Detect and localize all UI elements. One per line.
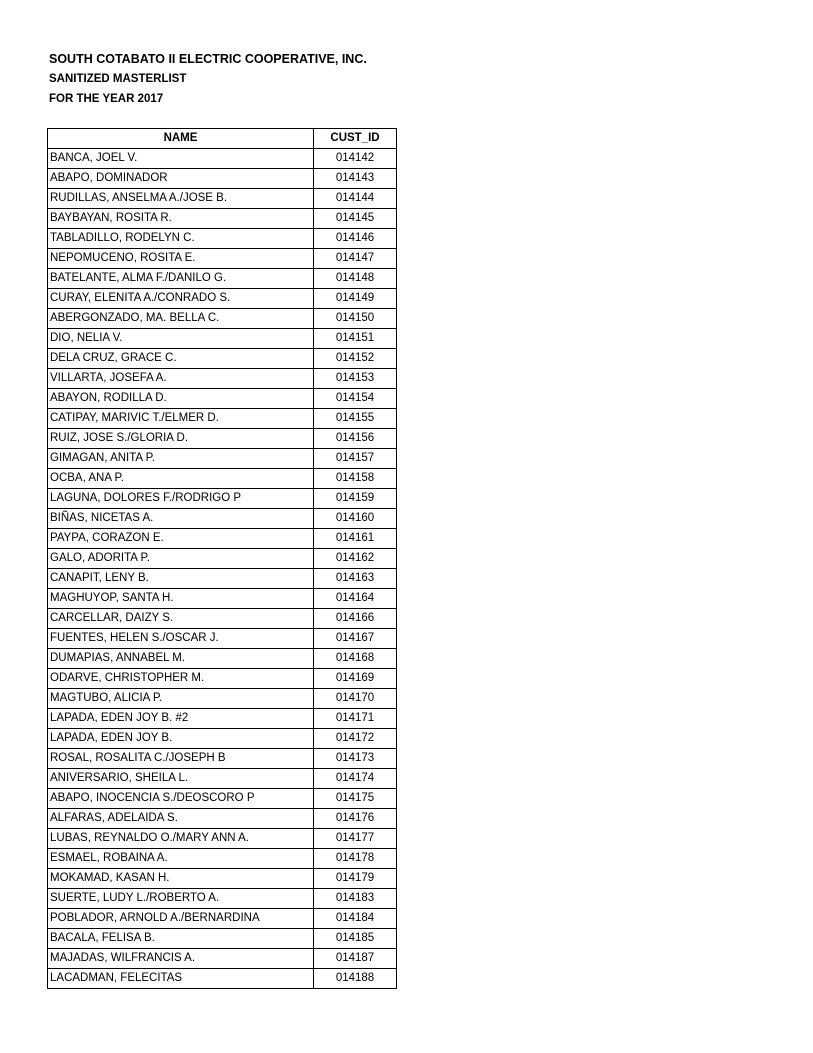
table-row bbox=[48, 509, 397, 529]
customer-id-cell: 014155 bbox=[314, 409, 397, 429]
customer-name-cell: ABAYON, RODILLA D. bbox=[48, 389, 314, 409]
customer-name-cell: DELA CRUZ, GRACE C. bbox=[48, 349, 314, 369]
customer-name-cell: ESMAEL, ROBAINA A. bbox=[48, 849, 314, 869]
customer-name-cell: BANCA, JOEL V. bbox=[48, 149, 314, 169]
table-row bbox=[48, 329, 397, 349]
customer-id-cell: 014149 bbox=[314, 289, 397, 309]
customer-name-cell: LAPADA, EDEN JOY B. #2 bbox=[48, 709, 314, 729]
table-row bbox=[48, 469, 397, 489]
customer-id-cell: 014184 bbox=[314, 909, 397, 929]
table-row bbox=[48, 249, 397, 269]
customer-name-cell: ABERGONZADO, MA. BELLA C. bbox=[48, 309, 314, 329]
table-row bbox=[48, 369, 397, 389]
customer-name-cell: LAGUNA, DOLORES F./RODRIGO P bbox=[48, 489, 314, 509]
customer-name-cell: MAGTUBO, ALICIA P. bbox=[48, 689, 314, 709]
table-row bbox=[48, 629, 397, 649]
customer-name-cell: PAYPA, CORAZON E. bbox=[48, 529, 314, 549]
customer-name-cell: RUDILLAS, ANSELMA A./JOSE B. bbox=[48, 189, 314, 209]
customer-id-cell: 014170 bbox=[314, 689, 397, 709]
customer-id-cell: 014188 bbox=[314, 969, 397, 989]
table-row bbox=[48, 489, 397, 509]
customer-id-cell: 014164 bbox=[314, 589, 397, 609]
customer-name-cell: TABLADILLO, RODELYN C. bbox=[48, 229, 314, 249]
customer-id-cell: 014179 bbox=[314, 869, 397, 889]
customer-id-cell: 014162 bbox=[314, 549, 397, 569]
customer-id-cell: 014172 bbox=[314, 729, 397, 749]
table-row bbox=[48, 409, 397, 429]
table-row bbox=[48, 169, 397, 189]
table-row bbox=[48, 869, 397, 889]
customer-id-cell: 014144 bbox=[314, 189, 397, 209]
table-row bbox=[48, 689, 397, 709]
customer-name-cell: ABAPO, INOCENCIA S./DEOSCORO P bbox=[48, 789, 314, 809]
table-row bbox=[48, 449, 397, 469]
customer-id-cell: 014173 bbox=[314, 749, 397, 769]
customer-id-cell: 014169 bbox=[314, 669, 397, 689]
customer-id-cell: 014183 bbox=[314, 889, 397, 909]
customer-name-cell: GIMAGAN, ANITA P. bbox=[48, 449, 314, 469]
customer-id-cell: 014157 bbox=[314, 449, 397, 469]
customer-id-cell: 014150 bbox=[314, 309, 397, 329]
table-row bbox=[48, 569, 397, 589]
table-row bbox=[48, 549, 397, 569]
customer-name-cell: NEPOMUCENO, ROSITA E. bbox=[48, 249, 314, 269]
table-row bbox=[48, 149, 397, 169]
table-row bbox=[48, 929, 397, 949]
customer-id-cell: 014153 bbox=[314, 369, 397, 389]
table-row bbox=[48, 669, 397, 689]
customer-name-cell: BIÑAS, NICETAS A. bbox=[48, 509, 314, 529]
table-row bbox=[48, 809, 397, 829]
table-row bbox=[48, 749, 397, 769]
customer-id-cell: 014145 bbox=[314, 209, 397, 229]
masterlist-table bbox=[47, 128, 397, 989]
table-row bbox=[48, 349, 397, 369]
customer-name-cell: LUBAS, REYNALDO O./MARY ANN A. bbox=[48, 829, 314, 849]
table-row bbox=[48, 789, 397, 809]
customer-name-cell: BACALA, FELISA B. bbox=[48, 929, 314, 949]
customer-id-cell: 014143 bbox=[314, 169, 397, 189]
customer-name-cell: DIO, NELIA V. bbox=[48, 329, 314, 349]
customer-name-cell: BATELANTE, ALMA F./DANILO G. bbox=[48, 269, 314, 289]
document-year: FOR THE YEAR 2017 bbox=[49, 93, 164, 105]
customer-id-cell: 014146 bbox=[314, 229, 397, 249]
customer-id-cell: 014178 bbox=[314, 849, 397, 869]
customer-name-cell: MAJADAS, WILFRANCIS A. bbox=[48, 949, 314, 969]
customer-name-cell: FUENTES, HELEN S./OSCAR J. bbox=[48, 629, 314, 649]
organization-title: SOUTH COTABATO II ELECTRIC COOPERATIVE, INC. bbox=[49, 52, 367, 66]
customer-name-cell: POBLADOR, ARNOLD A./BERNARDINA bbox=[48, 909, 314, 929]
table-row bbox=[48, 709, 397, 729]
customer-id-cell: 014161 bbox=[314, 529, 397, 549]
table-row bbox=[48, 909, 397, 929]
table-row bbox=[48, 769, 397, 789]
customer-name-cell: CURAY, ELENITA A./CONRADO S. bbox=[48, 289, 314, 309]
table-row bbox=[48, 389, 397, 409]
customer-name-cell: MOKAMAD, KASAN H. bbox=[48, 869, 314, 889]
column-header-cust-id: CUST_ID bbox=[314, 129, 397, 149]
customer-name-cell: DUMAPIAS, ANNABEL M. bbox=[48, 649, 314, 669]
customer-id-cell: 014156 bbox=[314, 429, 397, 449]
table-row bbox=[48, 729, 397, 749]
customer-id-cell: 014166 bbox=[314, 609, 397, 629]
customer-id-cell: 014151 bbox=[314, 329, 397, 349]
table-row bbox=[48, 969, 397, 989]
customer-id-cell: 014175 bbox=[314, 789, 397, 809]
customer-name-cell: ROSAL, ROSALITA C./JOSEPH B bbox=[48, 749, 314, 769]
customer-name-cell: LACADMAN, FELECITAS bbox=[48, 969, 314, 989]
customer-name-cell: CATIPAY, MARIVIC T./ELMER D. bbox=[48, 409, 314, 429]
customer-name-cell: OCBA, ANA P. bbox=[48, 469, 314, 489]
table-row bbox=[48, 589, 397, 609]
document-header bbox=[49, 50, 367, 110]
customer-name-cell: RUIZ, JOSE S./GLORIA D. bbox=[48, 429, 314, 449]
customer-name-cell: CARCELLAR, DAIZY S. bbox=[48, 609, 314, 629]
customer-id-cell: 014142 bbox=[314, 149, 397, 169]
customer-name-cell: MAGHUYOP, SANTA H. bbox=[48, 589, 314, 609]
table-row bbox=[48, 309, 397, 329]
customer-id-cell: 014177 bbox=[314, 829, 397, 849]
table-body bbox=[48, 149, 397, 989]
table-row bbox=[48, 949, 397, 969]
customer-id-cell: 014159 bbox=[314, 489, 397, 509]
table-row bbox=[48, 849, 397, 869]
table-row bbox=[48, 209, 397, 229]
customer-id-cell: 014167 bbox=[314, 629, 397, 649]
customer-name-cell: LAPADA, EDEN JOY B. bbox=[48, 729, 314, 749]
customer-id-cell: 014176 bbox=[314, 809, 397, 829]
table-row bbox=[48, 649, 397, 669]
customer-id-cell: 014163 bbox=[314, 569, 397, 589]
customer-name-cell: CANAPIT, LENY B. bbox=[48, 569, 314, 589]
customer-id-cell: 014171 bbox=[314, 709, 397, 729]
customer-id-cell: 014147 bbox=[314, 249, 397, 269]
customer-id-cell: 014187 bbox=[314, 949, 397, 969]
customer-id-cell: 014148 bbox=[314, 269, 397, 289]
table-row bbox=[48, 889, 397, 909]
customer-name-cell: VILLARTA, JOSEFA A. bbox=[48, 369, 314, 389]
customer-name-cell: ALFARAS, ADELAIDA S. bbox=[48, 809, 314, 829]
customer-name-cell: BAYBAYAN, ROSITA R. bbox=[48, 209, 314, 229]
table-row bbox=[48, 829, 397, 849]
customer-name-cell: ANIVERSARIO, SHEILA L. bbox=[48, 769, 314, 789]
customer-id-cell: 014160 bbox=[314, 509, 397, 529]
customer-id-cell: 014158 bbox=[314, 469, 397, 489]
customer-id-cell: 014168 bbox=[314, 649, 397, 669]
table-row bbox=[48, 229, 397, 249]
customer-id-cell: 014174 bbox=[314, 769, 397, 789]
customer-id-cell: 014154 bbox=[314, 389, 397, 409]
customer-name-cell: ABAPO, DOMINADOR bbox=[48, 169, 314, 189]
table-header-row bbox=[48, 129, 397, 149]
table-row bbox=[48, 269, 397, 289]
table-row bbox=[48, 529, 397, 549]
table-row bbox=[48, 609, 397, 629]
table-row bbox=[48, 289, 397, 309]
table-row bbox=[48, 189, 397, 209]
customer-id-cell: 014152 bbox=[314, 349, 397, 369]
customer-name-cell: GALO, ADORITA P. bbox=[48, 549, 314, 569]
customer-name-cell: ODARVE, CHRISTOPHER M. bbox=[48, 669, 314, 689]
document-subtitle: SANITIZED MASTERLIST bbox=[49, 73, 187, 85]
column-header-name: NAME bbox=[48, 129, 314, 149]
table-row bbox=[48, 429, 397, 449]
customer-id-cell: 014185 bbox=[314, 929, 397, 949]
customer-name-cell: SUERTE, LUDY L./ROBERTO A. bbox=[48, 889, 314, 909]
